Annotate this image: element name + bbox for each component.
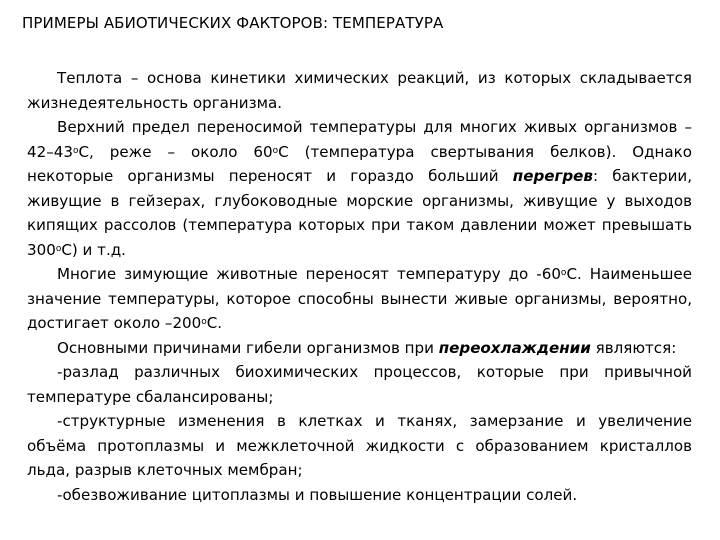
slide-body bbox=[27, 66, 692, 507]
text-span: Многие зимующие животные переносят температуру до -60 bbox=[57, 265, 561, 283]
degree-mark: о bbox=[55, 243, 62, 254]
degree-mark: о bbox=[272, 145, 279, 156]
text-span: С. Наименьшее значение температуры, которое способны вынести живые организмы, вероятно, достигает около –200 bbox=[27, 265, 692, 332]
emphasis-hypothermia: переохлаждении bbox=[438, 338, 591, 357]
paragraph-lower-limit bbox=[27, 262, 692, 336]
emphasis-overheat: перегрев bbox=[512, 167, 593, 185]
text-span: : бактерии, живущие в гейзерах, глубоководные морские организмы, живущие у выходов кипящих рассолов (температура которых при таком давлении может превышать 300 bbox=[27, 167, 692, 259]
text-span: С. bbox=[206, 314, 223, 332]
list-item-dehydration: -обезвоживание цитоплазмы и повышение концентрации солей. bbox=[57, 485, 578, 504]
paragraph-causes bbox=[27, 336, 692, 361]
degree-mark: о bbox=[72, 145, 79, 156]
paragraph-heat: Теплота – основа кинетики химических реакций, из которых складывается жизнедеятельность организма. bbox=[27, 69, 692, 112]
text-span: Верхний предел переносимой температуры для многих живых организмов – 42–43 bbox=[27, 118, 692, 161]
slide-title: ПРИМЕРЫ АБИОТИЧЕСКИХ ФАКТОРОВ: ТЕМПЕРАТУРА bbox=[22, 14, 444, 32]
text-span: С, реже – около 60 bbox=[78, 142, 273, 161]
paragraph-upper-limit bbox=[27, 115, 692, 262]
text-span: С (температура свертывания белков). Однако некоторые организмы переносят и гораздо больший bbox=[27, 142, 692, 185]
degree-mark: о bbox=[560, 268, 567, 278]
text-span: являются: bbox=[590, 338, 677, 357]
text-span: С) и т.д. bbox=[61, 240, 126, 259]
list-item-disruption: -разлад различных биохимических процессов, которые при привычной температуре сбалансированы; bbox=[27, 363, 692, 406]
degree-mark: о bbox=[201, 317, 207, 327]
text-span: Основными причинами гибели организмов при bbox=[57, 338, 439, 357]
list-item-structural: -структурные изменения в клетках и тканях, замерзание и увеличение объёма протоплазмы и межклеточной жидкости с образованием кристаллов льда, разрыв клеточных мембран; bbox=[27, 412, 692, 479]
